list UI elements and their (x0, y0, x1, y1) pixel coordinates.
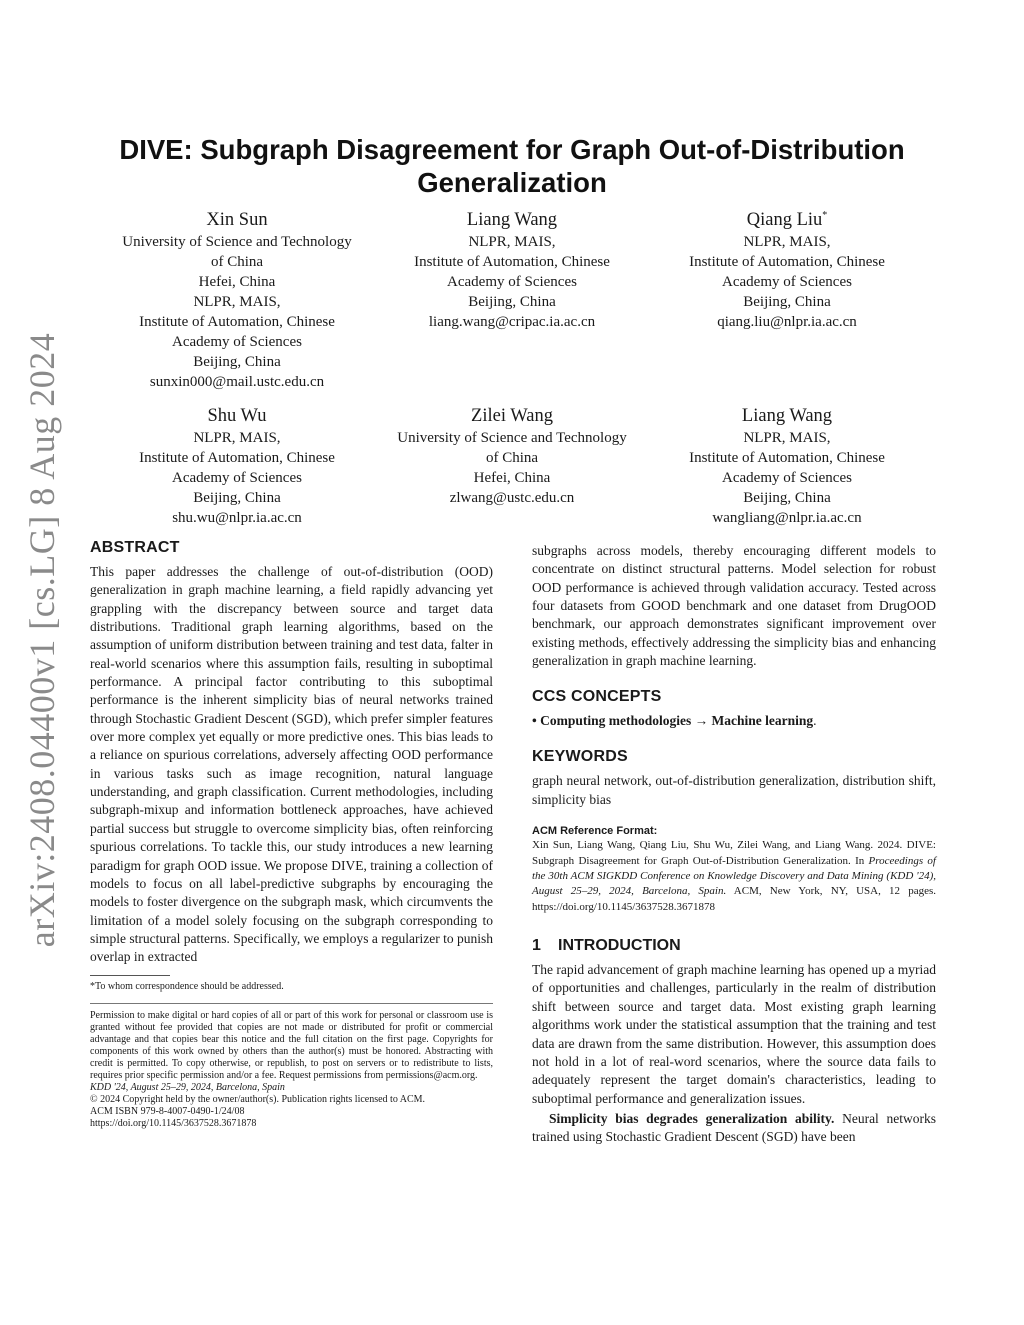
author-name: Shu Wu (207, 406, 267, 426)
keywords-text: graph neural network, out-of-distribution generalization, distribution shift, simplicity bias (532, 773, 936, 807)
reference-authors: Xin Sun, Liang Wang, Qiang Liu, Shu Wu, Zilei Wang, and Liang Wang. 2024. DIVE: Subgraph Disagreement for Graph Out-of-Distribution Generalization. In (532, 839, 936, 867)
title-line-1: DIVE: Subgraph Disagreement for Graph Out-of-Distribution (119, 134, 905, 165)
left-column (90, 539, 493, 1131)
author-email: shu.wu@nlpr.ia.ac.cn (172, 510, 302, 526)
ccs-bullet: • (532, 713, 537, 729)
venue-text: KDD '24, August 25–29, 2024, Barcelona, Spain (90, 1082, 285, 1094)
copyright-notice: © 2024 Copyright held by the owner/author(s). Publication rights licensed to ACM. (90, 1094, 426, 1106)
author-affiliation: NLPR, MAIS, (193, 430, 281, 446)
arrow-icon: → (694, 713, 709, 729)
permission-notice: Permission to make digital or hard copies of all or part of this work for personal or classroom use is granted without fee provided that copies are not made or distributed for profit or commercial advantage and that copies bear this notice and the full citation on the first page. Copyrights for components of this work owned by others than the author(s) must be honored. Abstracting with credit is permitted. To copy otherwise, or republish, to post on servers or to redistribute to lists, requires prior specific permission and/or a fee. Request permissions from permissions@acm.org. (90, 1009, 493, 1082)
author-name (652, 209, 922, 231)
paper-title (90, 133, 934, 199)
reference-tail: ACM, New York, NY, USA, 12 pages. https://doi.org/10.1145/3637528.3671878 (532, 885, 937, 913)
author-email: wangliang@nlpr.ia.ac.cn (712, 510, 862, 526)
author-affiliation: Institute of Automation, Chinese (139, 314, 335, 330)
author-block-5 (377, 405, 647, 508)
author-location: Beijing, China (743, 490, 831, 506)
author-name: Xin Sun (206, 210, 268, 230)
author-affiliation: University of Science and Technology (397, 430, 627, 446)
abstract-continued: subgraphs across models, thereby encouraging different models to concentrate on distinct structural patterns. Model selection for robust OOD performance is achieved through validation accuracy. Tested across four datasets from GOOD benchmark and one dataset from DrugOOD benchmark, our approach demonstrates significant improvement over existing methods, effectively addressing the simplicity bias and enhancing generalization in graph machine learning. (532, 543, 936, 669)
author-email: zlwang@ustc.edu.cn (449, 490, 575, 506)
author-affiliation: Academy of Sciences (447, 274, 577, 290)
author-affiliation: Academy of Sciences (722, 274, 852, 290)
ccs-period: . (813, 713, 817, 729)
author-name: Liang Wang (466, 210, 558, 230)
reference-heading: ACM Reference Format: (532, 825, 658, 838)
corresponding-author-marker: * (822, 209, 828, 221)
author-block-4 (102, 405, 372, 528)
doi-link[interactable]: https://doi.org/10.1145/3637528.3671878 (90, 1118, 257, 1130)
acm-reference (532, 825, 936, 915)
author-location: Beijing, China (743, 294, 831, 310)
author-name-text: Qiang Liu (746, 210, 823, 230)
author-affiliation: of China (485, 450, 539, 466)
author-affiliation: Institute of Automation, Chinese (139, 450, 335, 466)
author-email: sunxin000@mail.ustc.edu.cn (149, 374, 325, 390)
correspondence-footnote: *To whom correspondence should be addressed. (90, 980, 284, 992)
author-block-1 (102, 209, 372, 392)
ccs-subcategory: Machine learning (711, 713, 814, 729)
author-affiliation: NLPR, MAIS, (193, 294, 281, 310)
author-location: Hefei, China (473, 470, 551, 486)
footnote-divider (90, 975, 170, 976)
conference-venue (90, 1082, 493, 1094)
intro-paragraph-2 (532, 1110, 936, 1147)
keywords-heading: KEYWORDS (532, 748, 628, 766)
author-affiliation: Institute of Automation, Chinese (689, 450, 885, 466)
abstract-heading: ABSTRACT (90, 539, 180, 556)
author-affiliation: Institute of Automation, Chinese (689, 254, 885, 270)
intro-paragraph-1: The rapid advancement of graph machine learning has opened up a myriad of opportunities and challenges, particularly in the realm of distribution shift between source and target data. Most existing graph learning algorithms work under the statistical assumption that the training and test data are drawn from the same distribution. However, this assumption does not hold in a lot of real-word scenarios, where the source data fails to adequately represent the target domain's characteristics, leading to suboptimal performance and generalization issues. (532, 962, 936, 1106)
author-email: qiang.liu@nlpr.ia.ac.cn (717, 314, 857, 330)
isbn: ACM ISBN 979-8-4007-0490-1/24/08 (90, 1106, 245, 1118)
author-affiliation: University of Science and Technology (122, 234, 352, 250)
author-location: Beijing, China (193, 490, 281, 506)
author-affiliation: of China (210, 254, 264, 270)
author-location: Hefei, China (198, 274, 276, 290)
author-block-2 (377, 209, 647, 332)
author-affiliation: Academy of Sciences (722, 470, 852, 486)
author-location: Beijing, China (468, 294, 556, 310)
permission-divider (90, 1003, 493, 1004)
section-number: 1 (532, 937, 541, 955)
author-affiliation: NLPR, MAIS, (468, 234, 556, 250)
ccs-category: Computing methodologies (540, 713, 692, 729)
author-name: Liang Wang (741, 406, 833, 426)
title-line-2: Generalization (417, 167, 607, 198)
introduction-heading (532, 937, 936, 955)
author-email: liang.wang@cripac.ia.ac.cn (428, 314, 596, 330)
author-affiliation: NLPR, MAIS, (743, 234, 831, 250)
section-title: INTRODUCTION (558, 937, 681, 955)
author-affiliation: Academy of Sciences (172, 334, 302, 350)
author-location: Beijing, China (193, 354, 281, 370)
reference-body (532, 838, 936, 915)
author-name: Zilei Wang (471, 406, 553, 426)
author-affiliation: Academy of Sciences (172, 470, 302, 486)
right-column (532, 542, 936, 1147)
reference-venue: Proceedings of the 30th ACM SIGKDD Conference on Knowledge Discovery and Data Mining (KDD '24), August 25–29, 2024, Barcelona, Spain. (532, 854, 936, 898)
abstract-text: This paper addresses the challenge of out-of-distribution (OOD) generalization in graph machine learning, a field rapidly advancing yet grappling with the discrepancy between source and target data distributions. Traditional graph learning algorithms, based on the assumption of uniform distribution between training and test data, falter in real-world scenarios where this assumption fails, resulting in suboptimal performance. A principal factor contributing to this suboptimal performance is the inherent simplicity bias of neural networks trained through Stochastic Gradient Descent (SGD), which prefer simpler features over more complex yet equally or more predictive ones. This bias leads to a reliance on spurious correlations, adversely affecting OOD performance in various tasks such as image recognition, natural language understanding, and graph classification. Current methodologies, including subgraph-mixup and information bottleneck approaches, have achieved partial success but struggle to overcome simplicity bias, often reinforcing spurious correlations. To tackle this, our study introduces a new learning paradigm for graph OOD issue. We propose DIVE, training a collection of models to focus on all label-predictive subgraphs by encouraging the models to foster divergence on the subgraph mask, which circumvents the limitation of a model solely focusing on the subgraph corresponding to simple structural patterns. Specifically, we employs a regularizer to punish overlap in extracted (90, 564, 493, 965)
author-block-3 (652, 209, 922, 332)
paragraph-body: Neural networks trained using Stochastic Gradient Descent (SGD) have been (532, 1110, 936, 1145)
ccs-concept (532, 712, 936, 730)
author-affiliation: NLPR, MAIS, (743, 430, 831, 446)
ccs-heading: CCS CONCEPTS (532, 688, 662, 706)
arxiv-identifier: arXiv:2408.04400v1 [cs.LG] 8 Aug 2024 (22, 332, 62, 948)
paragraph-lead: Simplicity bias degrades generalization ability. (549, 1110, 835, 1126)
author-affiliation: Institute of Automation, Chinese (414, 254, 610, 270)
author-block-6 (652, 405, 922, 528)
